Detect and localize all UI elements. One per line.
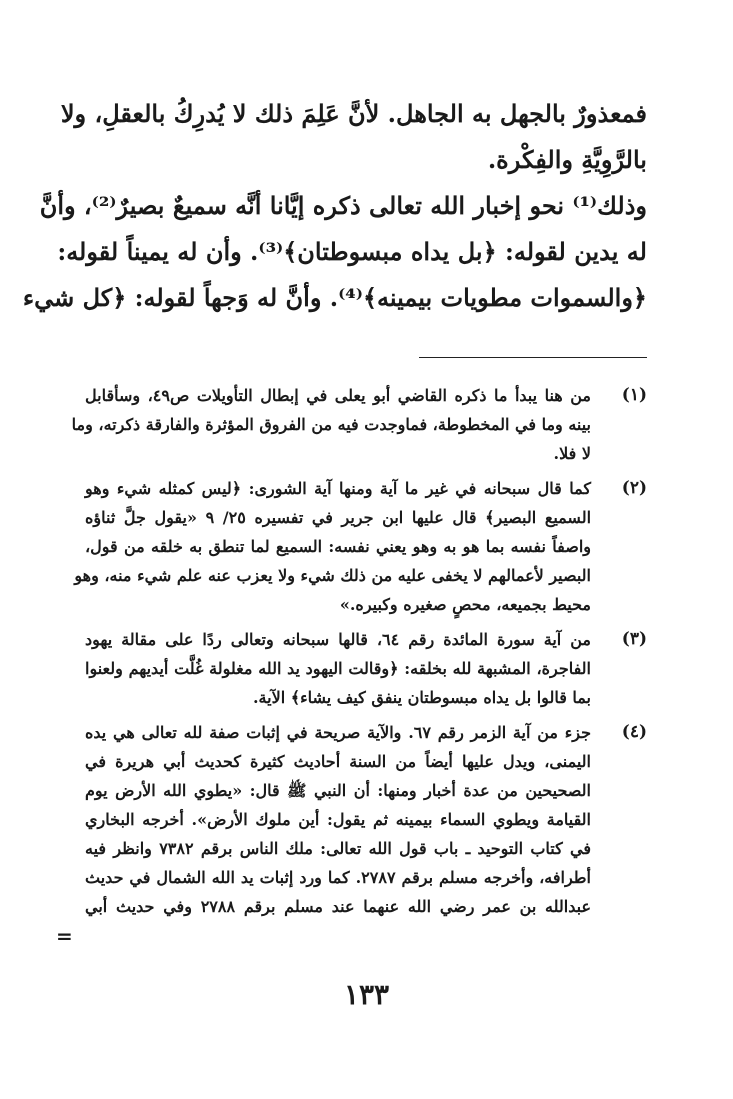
footnote-line: من آية سورة المائدة رقم ٦٤، قالها سبحانه وتعالى ردًا على مقالة يهود xyxy=(85,630,592,649)
page-number: ١٣٣ xyxy=(343,978,390,1011)
footnote-line: محيط بجميعه، محصٍ صغيره وكبيره.» xyxy=(339,595,591,614)
footnotes-section xyxy=(71,381,647,927)
footnote-line: كما قال سبحانه في غير ما آية ومنها آية الشورى: ﴿ليس كمثله شيء وهو xyxy=(85,479,592,498)
footnote-line: في كتاب التوحيد ـ باب قول الله تعالى: ملك الناس برقم ٧٣٨٢ وانظر فيه xyxy=(85,839,591,858)
main-text-line: له يدين لقوله: ﴿بل يداه مبسوطتان﴾⁽³⁾. وأن له يميناً لقوله: xyxy=(57,237,647,266)
footnote-line: الفاجرة، المشبهة لله بخلقه: ﴿وقالت اليهود يد الله مغلولة غُلَّت أيديهم ولعنوا xyxy=(85,659,592,678)
main-text-line: فمعذورٌ بالجهل به الجاهل. لأنَّ عَلِمَ ذلك لا يُدرِكُ بالعقلِ، ولا xyxy=(60,99,647,128)
footnote-line: بما قالوا بل يداه مبسوطتان ينفق كيف يشاء﴾ الآية. xyxy=(252,688,591,707)
footnote-number: (٢) xyxy=(621,478,647,498)
footnote-line: القيامة ويطوي السماء بيمينه ثم يقول: أين ملوك الأرض». أخرجه البخاري xyxy=(85,810,591,829)
footnote-number: (٤) xyxy=(621,722,647,742)
footnote-line: اليمنى، ويدل عليها أيضاً من السنة أحاديث كثيرة كحديث أبي هريرة في xyxy=(85,752,591,771)
footnote-line: من هنا يبدأ ما ذكره القاضي أبو يعلى في إبطال التأويلات ص٤٩، وسأقابل xyxy=(85,386,591,405)
footnote-2 xyxy=(74,474,647,619)
footnote-number: (١) xyxy=(621,385,647,405)
footnote-line: عبدالله بن عمر رضي الله عنهما عند مسلم برقم ٢٧٨٨ وفي حديث أبي xyxy=(85,897,592,916)
main-text-line: بالرَّوِيَّةِ والفِكْرة. xyxy=(487,145,647,174)
footnote-4 xyxy=(85,718,647,921)
footnote-line: لا فلا. xyxy=(553,444,591,463)
footnote-line: الصحيحين من عدة أخبار ومنها: أن النبي ﷺ قال: «يطوي الله الأرض يوم xyxy=(85,781,591,800)
footnote-line: بينه وما في المخطوطة، فماوجدت فيه من الفروق المؤثرة والفارقة ذكرته، وما xyxy=(71,415,591,434)
footnote-line: جزء من آية الزمر رقم ٦٧. والآية صريحة في إثبات صفة لله تعالى هي يده xyxy=(85,723,591,742)
main-text-block xyxy=(22,98,647,328)
main-text-line: ﴿والسموات مطويات بيمينه﴾⁽⁴⁾. وأنَّ له وَجهاً لقوله: ﴿كل شيء xyxy=(22,283,647,312)
footnote-line: السميع البصير﴾ قال عليها ابن جرير في تفسيره ٢٥/ ٩ «يقول جلَّ ثناؤه xyxy=(85,508,592,527)
footnote-line: أطرافه، وأخرجه مسلم برقم ٢٧٨٧. كما ورد إثبات يد الله الشمال في حديث xyxy=(85,868,591,887)
continuation-mark: = xyxy=(56,924,73,948)
main-text-line: وذلك⁽¹⁾ نحو إخبار الله تعالى ذكره إيَّانا أنَّه سميعٌ بصيرٌ⁽²⁾، وأنَّ xyxy=(39,191,647,220)
footnote-3 xyxy=(85,625,647,712)
footnote-line: واصفاً نفسه بما هو به وهو يعني نفسه: السميع لما تنطق به خلقه من قول، xyxy=(85,537,591,556)
footnote-number: (٣) xyxy=(621,629,647,649)
footnote-divider xyxy=(419,357,647,358)
footnote-line: البصير لأعمالهم لا يخفى عليه من ذلك شيء ولا يعزب عنه علم شيء منه، وهو xyxy=(74,566,591,585)
footnote-1 xyxy=(71,381,647,468)
